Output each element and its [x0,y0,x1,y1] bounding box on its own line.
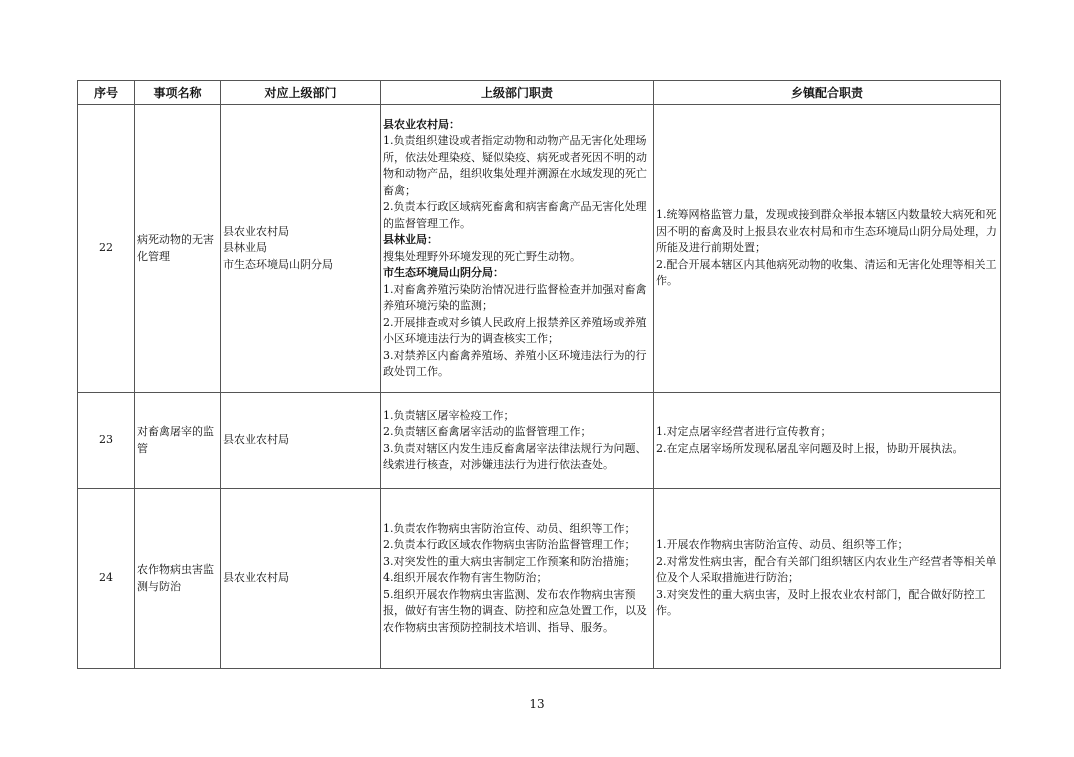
department-name: 县农业农村局 [223,571,289,585]
duty-cell [381,393,654,489]
township-line: 1.开展农作物病虫害防治宣传、动员、组织等工作； [656,538,909,552]
page-number: 13 [529,697,545,711]
township-cell [654,489,1001,669]
township-cell [654,105,1001,393]
duty-department-heading: 市生态环境局山阴分局： [383,266,504,279]
table-row [78,393,1001,489]
header-no: 序号 [78,81,135,105]
row-number: 23 [78,393,135,489]
table-row [78,489,1001,669]
duty-line: 3.负责对辖区内发生违反畜禽屠宰法律法规行为问题、线索进行核查，对涉嫌违法行为进行依法查处。 [383,441,647,471]
table-row [78,105,1001,393]
department-name: 县农业农村局 [223,224,289,238]
township-line: 2.配合开展本辖区内其他病死动物的收集、清运和无害化处理等相关工作。 [656,257,997,288]
department-name: 县林业局 [223,241,267,255]
department-name: 县农业农村局 [223,433,289,447]
township-line: 2.在定点屠宰场所发现私屠乱宰问题及时上报，协助开展执法。 [656,441,964,455]
duty-line: 3.对禁养区内畜禽养殖场、养殖小区环境违法行为的行政处罚工作。 [383,348,647,378]
duty-cell [381,105,654,393]
item-name: 对畜禽屠宰的监管 [135,393,221,489]
header-duty: 上级部门职责 [381,81,654,105]
duty-line: 2.负责辖区畜禽屠宰活动的监督管理工作； [383,425,592,438]
duty-line: 2.开展排查或对乡镇人民政府上报禁养区养殖场或养殖小区环境违法行为的调查核实工作； [383,315,647,345]
township-line: 3.对突发性的重大病虫害，及时上报农业农村部门，配合做好防控工作。 [656,587,986,618]
department-cell [221,105,381,393]
row-number: 22 [78,105,135,393]
duty-line: 1.负责辖区屠宰检疫工作； [383,408,515,422]
township-cell [654,393,1001,489]
header-township: 乡镇配合职责 [654,81,1001,105]
duty-line: 4.组织开展农作物有害生物防治； [383,571,548,585]
duty-line: 3.对突发性的重大病虫害制定工作预案和防治措施； [383,554,636,568]
township-line: 1.统筹网格监管力量，发现或接到群众举报本辖区内数量较大病死和死因不明的畜禽及时上报县农业农村局和市生态环境局山阴分局处理，力所能及进行前期处置； [656,208,997,255]
duty-table [77,80,1001,669]
department-cell [221,489,381,669]
department-name: 市生态环境局山阴分局 [223,257,333,271]
duty-department-heading: 县农业农村局： [383,117,460,131]
row-number: 24 [78,489,135,669]
duty-line: 1.对畜禽养殖污染防治情况进行监督检查并加强对畜禽养殖环境污染的监测； [383,282,647,312]
item-name: 病死动物的无害化管理 [135,105,221,393]
duty-line: 5.组织开展农作物病虫害监测、发布农作物病虫害预报，做好有害生物的调查、防控和应急处置工作，以及农作物病虫害预防控制技术培训、指导、服务。 [383,587,647,634]
item-name: 农作物病虫害监测与防治 [135,489,221,669]
township-line: 1.对定点屠宰经营者进行宣传教育； [656,425,832,438]
duty-department-heading: 县林业局： [383,233,438,246]
duty-line: 2.负责本行政区域病死畜禽和病害畜禽产品无害化处理的监督管理工作。 [383,200,647,230]
header-department: 对应上级部门 [221,81,381,105]
duty-line: 2.负责本行政区域农作物病虫害防治监督管理工作； [383,538,636,552]
duty-line: 搜集处理野外环境发现的死亡野生动物。 [383,249,581,263]
duty-line: 1.负责组织建设或者指定动物和动物产品无害化处理场所，依法处理染疫、疑似染疫、病死或者死因不明的动物和动物产品，组织收集处理并溯源在水域发现的死亡畜禽； [383,134,647,197]
table-header-row [78,81,1001,105]
township-line: 2.对常发性病虫害，配合有关部门组织辖区内农业生产经营者等相关单位及个人采取措施进行防治； [656,554,997,585]
header-item: 事项名称 [135,81,221,105]
duty-line: 1.负责农作物病虫害防治宣传、动员、组织等工作； [383,521,636,535]
department-cell [221,393,381,489]
duty-cell [381,489,654,669]
